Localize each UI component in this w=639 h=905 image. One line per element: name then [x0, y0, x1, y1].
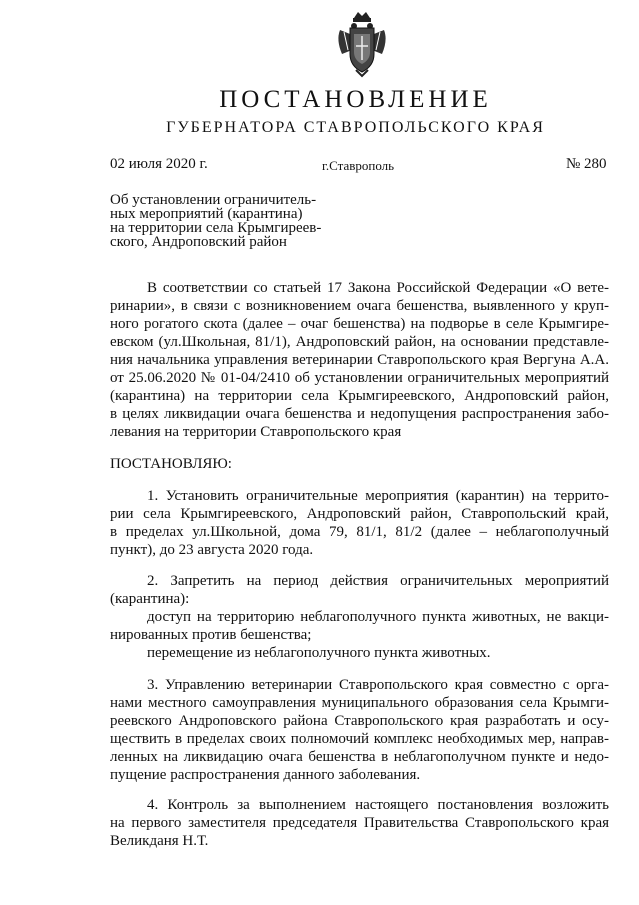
decree-item-3 [110, 676, 609, 784]
paragraph-line: евском (ул.Школьная, 81/1), Андроповский район, на основании представле- [110, 334, 609, 350]
paragraph-line: от 25.06.2020 № 01-04/2410 об установлении ограничительных мероприятий [110, 370, 609, 386]
document-city: г.Ставрополь [322, 158, 395, 173]
paragraph-line: левания на территории Ставропольского края [110, 424, 402, 440]
paragraph-line: рии села Крымгиреевского, Андроповский район, Ставропольский край, [110, 506, 609, 522]
paragraph-line: доступ на территорию неблагополучного пункта животных, не вакци- [147, 609, 609, 625]
document-issuer: ГУБЕРНАТОРА СТАВРОПОЛЬСКОГО КРАЯ [166, 119, 545, 136]
paragraph-line: пункт), до 23 августа 2020 года. [110, 542, 314, 558]
document-title: ПОСТАНОВЛЕНИЕ [219, 86, 492, 113]
paragraph-line: ществить в пределах своих полномочий комплекс необходимых мер, направ- [110, 731, 609, 747]
paragraph-line: ринарии», в связи с возникновением очага бешенства, выявленного у круп- [110, 298, 609, 314]
topic-line: на территории села Крымгиреев- [110, 220, 322, 236]
decree-item-2 [110, 572, 609, 662]
paragraph-line: нированных против бешенства; [110, 627, 312, 643]
preamble-paragraph [110, 279, 609, 441]
paragraph-line: нами местного самоуправления муниципального образования села Крымги- [110, 695, 609, 711]
paragraph-line: Великданя Н.Т. [110, 833, 209, 849]
document-topic [110, 193, 350, 249]
document-date: 02 июля 2020 г. [110, 156, 208, 172]
paragraph-line: 1. Установить ограничительные мероприятия (карантин) на террито- [147, 488, 609, 504]
paragraph-line: В соответствии со статьей 17 Закона Российской Федерации «О вете- [147, 280, 609, 296]
document-number: № 280 [566, 156, 607, 172]
paragraph-line: на первого заместителя председателя Правительства Ставропольского края [110, 815, 609, 831]
paragraph-line: (карантина) на территории села Крымгиреевского, Андроповский район, [110, 388, 609, 404]
decree-item-4 [110, 796, 609, 850]
paragraph-line: ного рогатого скота (далее – очаг бешенства) на подворье в селе Крымгире- [110, 316, 609, 332]
paragraph-line: в целях ликвидации очага бешенства и недопущения распространения забо- [110, 406, 609, 422]
paragraph-line: (карантина): [110, 591, 190, 607]
paragraph-line: ния начальника управления ветеринарии Ставропольского края Вергуна А.А. [110, 352, 609, 368]
topic-line: Об установлении ограничитель- [110, 192, 317, 208]
topic-line: ского, Андроповский район [110, 234, 287, 250]
paragraph-line: в пределах ул.Школьной, дома 79, 81/1, 81/2 (далее – неблагополучный [110, 524, 609, 540]
paragraph-line: пущение распространения данного заболевания. [110, 767, 421, 783]
decree-heading: ПОСТАНОВЛЯЮ: [110, 456, 232, 472]
paragraph-line: 3. Управлению ветеринарии Ставропольского края совместно с орга- [147, 677, 609, 693]
paragraph-line: 2. Запретить на период действия ограничительных мероприятий [147, 573, 609, 589]
paragraph-line: реевского Андроповского района Ставропольского края разработать и осу- [110, 713, 609, 729]
decree-item-1 [110, 487, 609, 559]
paragraph-line: перемещение из неблагополучного пункта животных. [147, 645, 491, 661]
paragraph-line: 4. Контроль за выполнением настоящего постановления возложить [147, 797, 609, 813]
decree-word [110, 455, 609, 473]
topic-line: ных мероприятий (карантина) [110, 206, 303, 222]
paragraph-line: ленных на ликвидацию очага бешенства в неблагополучном пункте и недо- [110, 749, 609, 765]
coat-of-arms-emblem [334, 10, 390, 78]
